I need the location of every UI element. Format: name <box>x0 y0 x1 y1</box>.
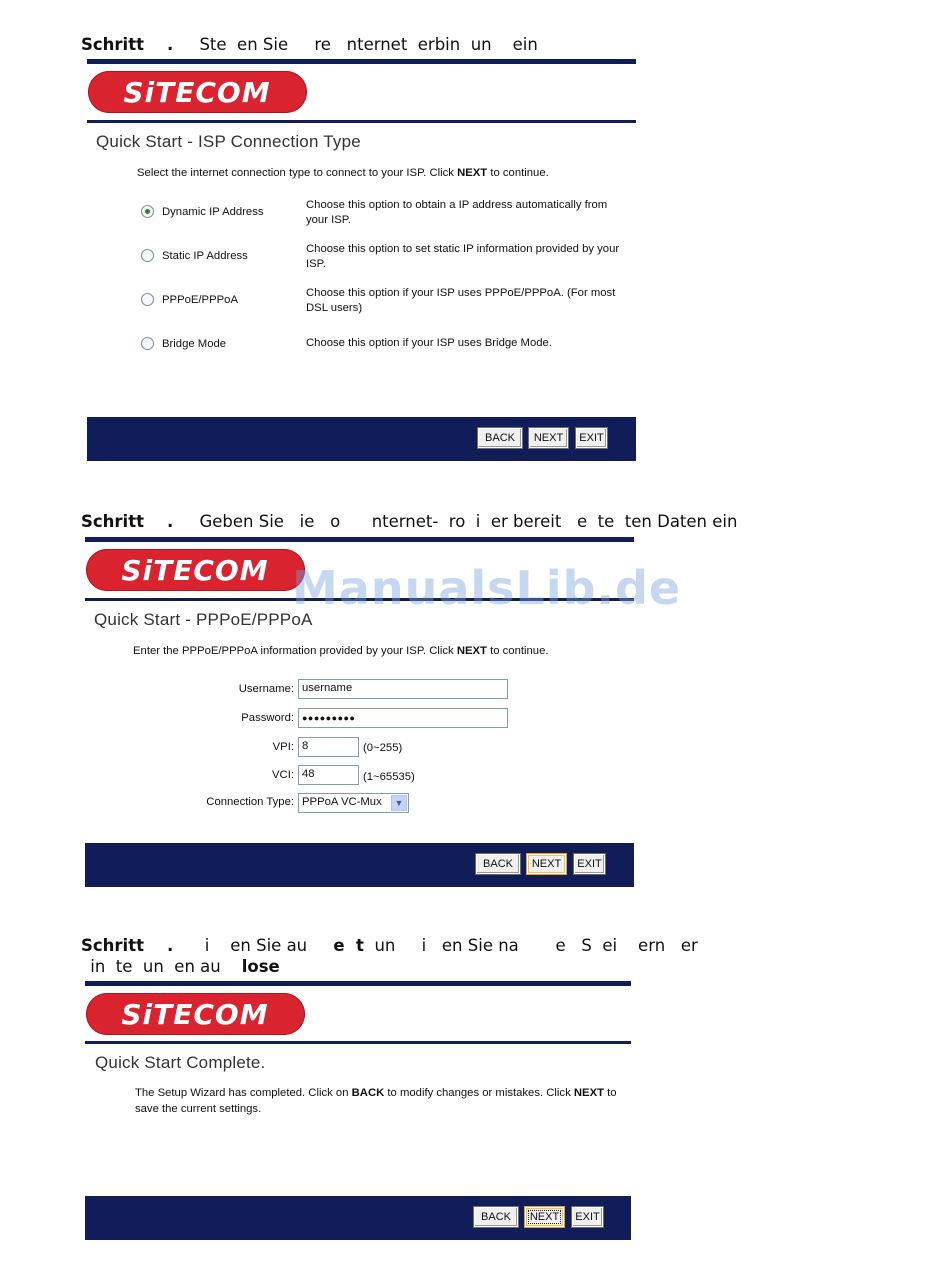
complete-text-post: to save the current settings. <box>135 1087 617 1115</box>
option-pppoe[interactable] <box>141 287 631 327</box>
step2-heading <box>81 511 737 532</box>
option-label: Static IP Address <box>162 250 248 262</box>
radio-pppoe[interactable] <box>141 293 154 306</box>
step1-heading-bold: Schritt . <box>81 35 174 54</box>
step2-heading-text: Geben Sie ie o nternet- ro i er bereit e te ten Daten ein <box>173 512 738 531</box>
radio-static-ip[interactable] <box>141 249 154 262</box>
header-divider <box>85 1041 631 1044</box>
sitecom-logo <box>88 71 307 113</box>
step3-heading <box>81 935 698 956</box>
step3-heading-text: i en Sie au <box>173 936 334 955</box>
intro-post: to continue. <box>486 645 549 657</box>
username-label: Username: <box>238 683 294 695</box>
top-bar <box>85 537 634 542</box>
password-input[interactable]: ●●●●●●●●● <box>298 708 508 728</box>
complete-text-back: BACK <box>351 1087 385 1099</box>
vci-range-hint: (1~65535) <box>363 771 415 783</box>
page-title: Quick Start - ISP Connection Type <box>96 132 361 151</box>
intro-bold: NEXT <box>456 645 487 657</box>
vci-label-wrap <box>85 769 294 787</box>
sitecom-logo <box>86 549 305 591</box>
step3-heading-line2 <box>85 956 280 977</box>
option-desc: Choose this option if your ISP uses Bridge Mode. <box>306 337 552 349</box>
step2-heading-bold: Schritt . <box>81 512 174 531</box>
step1-heading-text: Ste en Sie re nternet erbin un ein <box>173 35 538 54</box>
complete-text <box>135 1085 625 1117</box>
logo-text: SiTECOM <box>121 554 269 587</box>
step3-heading-bold2: e t <box>333 936 364 955</box>
footer-bar <box>87 417 636 461</box>
username-input[interactable]: username <box>298 679 508 699</box>
exit-button[interactable]: EXIT <box>576 428 607 448</box>
page-title: Quick Start Complete. <box>95 1053 266 1072</box>
connection-type-label: Connection Type: <box>206 796 294 808</box>
next-button-label: NEXT <box>529 1211 560 1223</box>
footer-bar <box>85 1196 631 1240</box>
option-label: Dynamic IP Address <box>162 206 264 218</box>
intro-post: to continue. <box>487 167 549 179</box>
intro-pre: Enter the PPPoE/PPPoA information provided by your ISP. Click <box>133 645 457 657</box>
vpi-label-wrap <box>85 741 294 759</box>
page-title: Quick Start - PPPoE/PPPoA <box>94 610 313 629</box>
intro-bold: NEXT <box>457 167 488 179</box>
pppoe-panel <box>85 537 634 887</box>
next-button[interactable] <box>525 1207 564 1227</box>
header-divider <box>85 598 634 601</box>
exit-button[interactable]: EXIT <box>572 1207 603 1227</box>
chevron-down-icon[interactable]: ▼ <box>391 795 407 811</box>
connection-type-select[interactable] <box>298 793 409 813</box>
vci-label: VCI: <box>272 769 294 781</box>
sitecom-logo <box>86 993 305 1035</box>
intro-text <box>133 645 549 657</box>
option-label: PPPoE/PPPoA <box>162 294 238 306</box>
step3-heading-text2: un i en Sie na e S ei ern er <box>363 936 698 955</box>
watermark: ManualsLib.de <box>292 561 682 615</box>
option-desc: Choose this option to set static IP information provided by your ISP. <box>306 243 620 270</box>
option-desc: Choose this option to obtain a IP address automatically from your ISP. <box>306 199 608 226</box>
option-dynamic-ip[interactable] <box>141 199 631 239</box>
intro-text <box>137 167 549 179</box>
step3-heading-line2-bold: lose <box>241 957 280 976</box>
step1-heading <box>81 34 538 55</box>
connection-type-label-wrap <box>85 796 294 814</box>
option-label: Bridge Mode <box>162 338 227 350</box>
radio-bridge[interactable] <box>141 337 154 350</box>
vci-input[interactable]: 48 <box>298 765 359 785</box>
next-button[interactable]: NEXT <box>529 428 568 448</box>
logo-text: SiTECOM <box>123 76 271 109</box>
vpi-label: VPI: <box>272 741 294 753</box>
option-desc: Choose this option if your ISP uses PPPoE/PPPoA. (For most DSL users) <box>306 287 616 314</box>
connection-type-value: PPPoA VC-Mux <box>302 796 382 808</box>
isp-connection-panel <box>87 59 636 461</box>
option-static-ip[interactable] <box>141 243 631 283</box>
back-button[interactable]: BACK <box>478 428 522 448</box>
back-button[interactable]: BACK <box>474 1207 518 1227</box>
vpi-range-hint: (0~255) <box>363 742 403 754</box>
password-label: Password: <box>241 712 294 724</box>
next-button[interactable]: NEXT <box>527 854 566 874</box>
username-label-wrap <box>85 683 294 701</box>
footer-bar <box>85 843 634 887</box>
complete-panel <box>85 981 631 1240</box>
back-button[interactable]: BACK <box>476 854 520 874</box>
radio-dynamic-ip[interactable] <box>141 205 154 218</box>
complete-text-mid: to modify changes or mistakes. Click <box>384 1087 574 1099</box>
header-divider <box>87 120 636 123</box>
top-bar <box>85 981 631 986</box>
exit-button[interactable]: EXIT <box>574 854 605 874</box>
option-bridge[interactable] <box>141 337 631 371</box>
top-bar <box>87 59 636 64</box>
password-label-wrap <box>85 712 294 730</box>
complete-text-next: NEXT <box>573 1087 605 1099</box>
complete-text-pre: The Setup Wizard has completed. Click on <box>135 1087 352 1099</box>
intro-pre: Select the internet connection type to connect to your ISP. Click <box>137 167 458 179</box>
step3-heading-line2-text: in te un en au <box>85 957 242 976</box>
step3-heading-bold: Schritt . <box>81 936 174 955</box>
vpi-input[interactable]: 8 <box>298 737 359 757</box>
logo-text: SiTECOM <box>121 998 269 1031</box>
